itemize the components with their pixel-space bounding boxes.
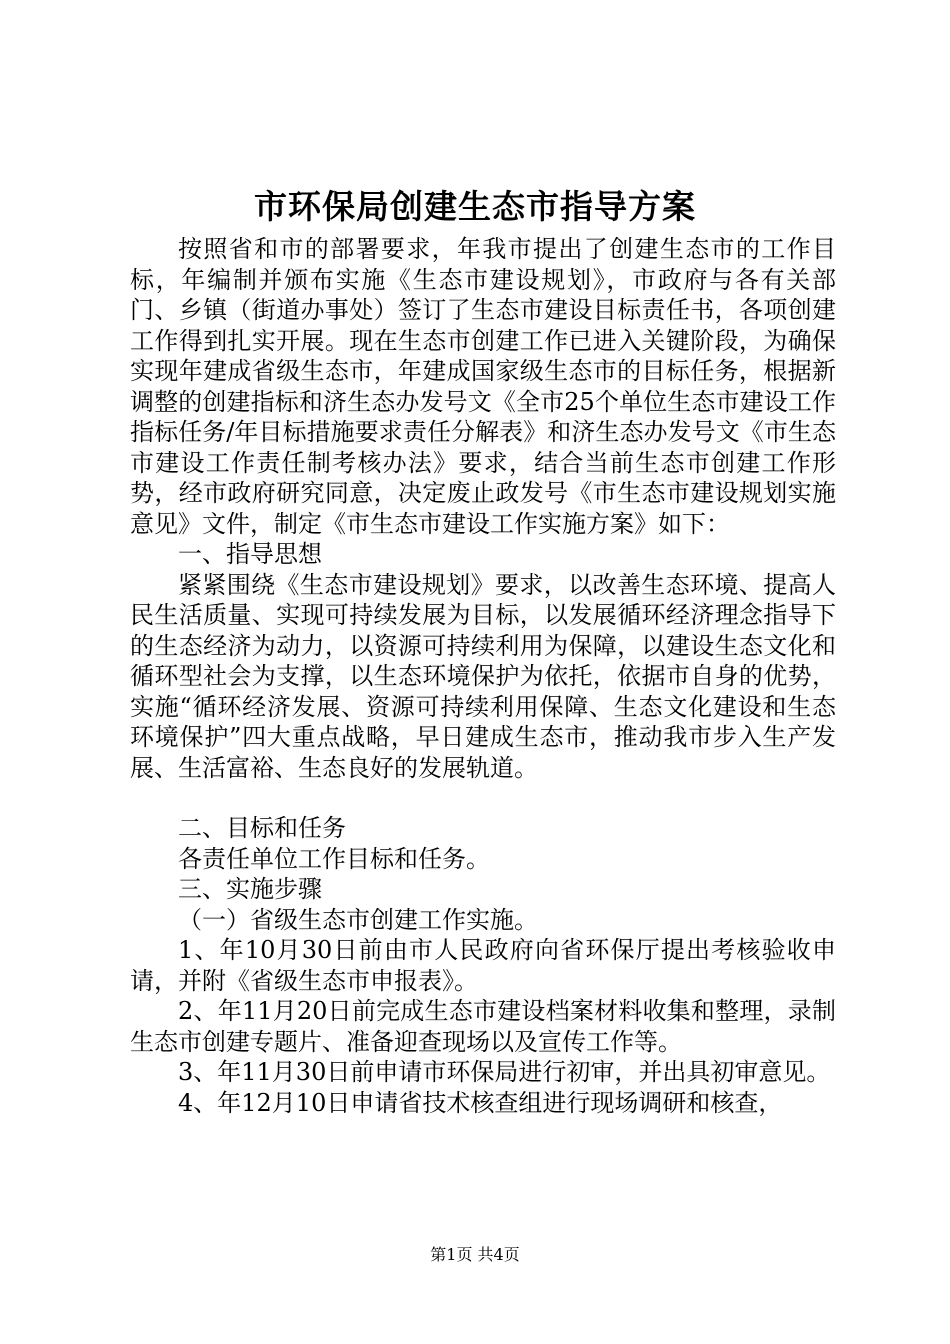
section-heading-guiding-thought: 一、指导思想 bbox=[178, 540, 322, 568]
page-number-footer: 第1页 共4页 bbox=[430, 1245, 520, 1264]
document-body bbox=[130, 234, 836, 1118]
document-title: 市环保局创建生态市指导方案 bbox=[254, 187, 696, 226]
step-item-2: 2、年11月20日前完成生态市建设档案材料收集和整理，录制生态市创建专题片、准备迎查现场以及宣传工作等。 bbox=[130, 997, 836, 1056]
subsection-heading-provincial: （一）省级生态市创建工作实施。 bbox=[178, 905, 538, 934]
paragraph-spacer bbox=[130, 783, 836, 813]
paragraph-intro: 按照省和市的部署要求，年我市提出了创建生态市的工作目标，年编制并颁布实施《生态市建设规划》，市政府与各有关部门、乡镇（街道办事处）签订了生态市建设目标责任书，各项创建工作得到扎实开展。现在生态市创建工作已进入关键阶段，为确保实现年建成省级生态市，年建成国家级生态市的目标任务，根据新调整的创建指标和济生态办发号文《全市25个单位生态市建设工作指标任务/年目标措施要求责任分解表》和济生态办发号文《市生态市建设工作责任制考核办法》要求，结合当前生态市创建工作形势，经市政府研究同意，决定废止政发号《市生态市建设规划实施意见》文件，制定《市生态市建设工作实施方案》如下： bbox=[130, 235, 836, 538]
step-item-4: 4、年12月10日申请省技术核查组进行现场调研和核查， bbox=[178, 1088, 783, 1117]
paragraph-goals: 各责任单位工作目标和任务。 bbox=[178, 844, 490, 873]
paragraph-guiding-thought: 紧紧围绕《生态市建设规划》要求，以改善生态环境、提高人民生活质量、实现可持续发展为目标，以发展循环经济理念指导下的生态经济为动力，以资源可持续利用为保障，以建设生态文化和循环型社会为支撑，以生态环境保护为依托，依据市自身的优势，实施“循环经济发展、资源可持续利用保障、生态文化建设和生态环境保护”四大重点战略，早日建成生态市，推动我市步入生产发展、生活富裕、生态良好的发展轨道。 bbox=[130, 570, 836, 782]
section-heading-steps: 三、实施步骤 bbox=[178, 875, 322, 903]
step-item-1: 1、年10月30日前由市人民政府向省环保厅提出考核验收申请，并附《省级生态市申报表》。 bbox=[130, 936, 836, 995]
step-item-3: 3、年11月30日前申请市环保局进行初审，并出具初审意见。 bbox=[178, 1058, 831, 1086]
section-heading-goals: 二、目标和任务 bbox=[178, 814, 346, 842]
